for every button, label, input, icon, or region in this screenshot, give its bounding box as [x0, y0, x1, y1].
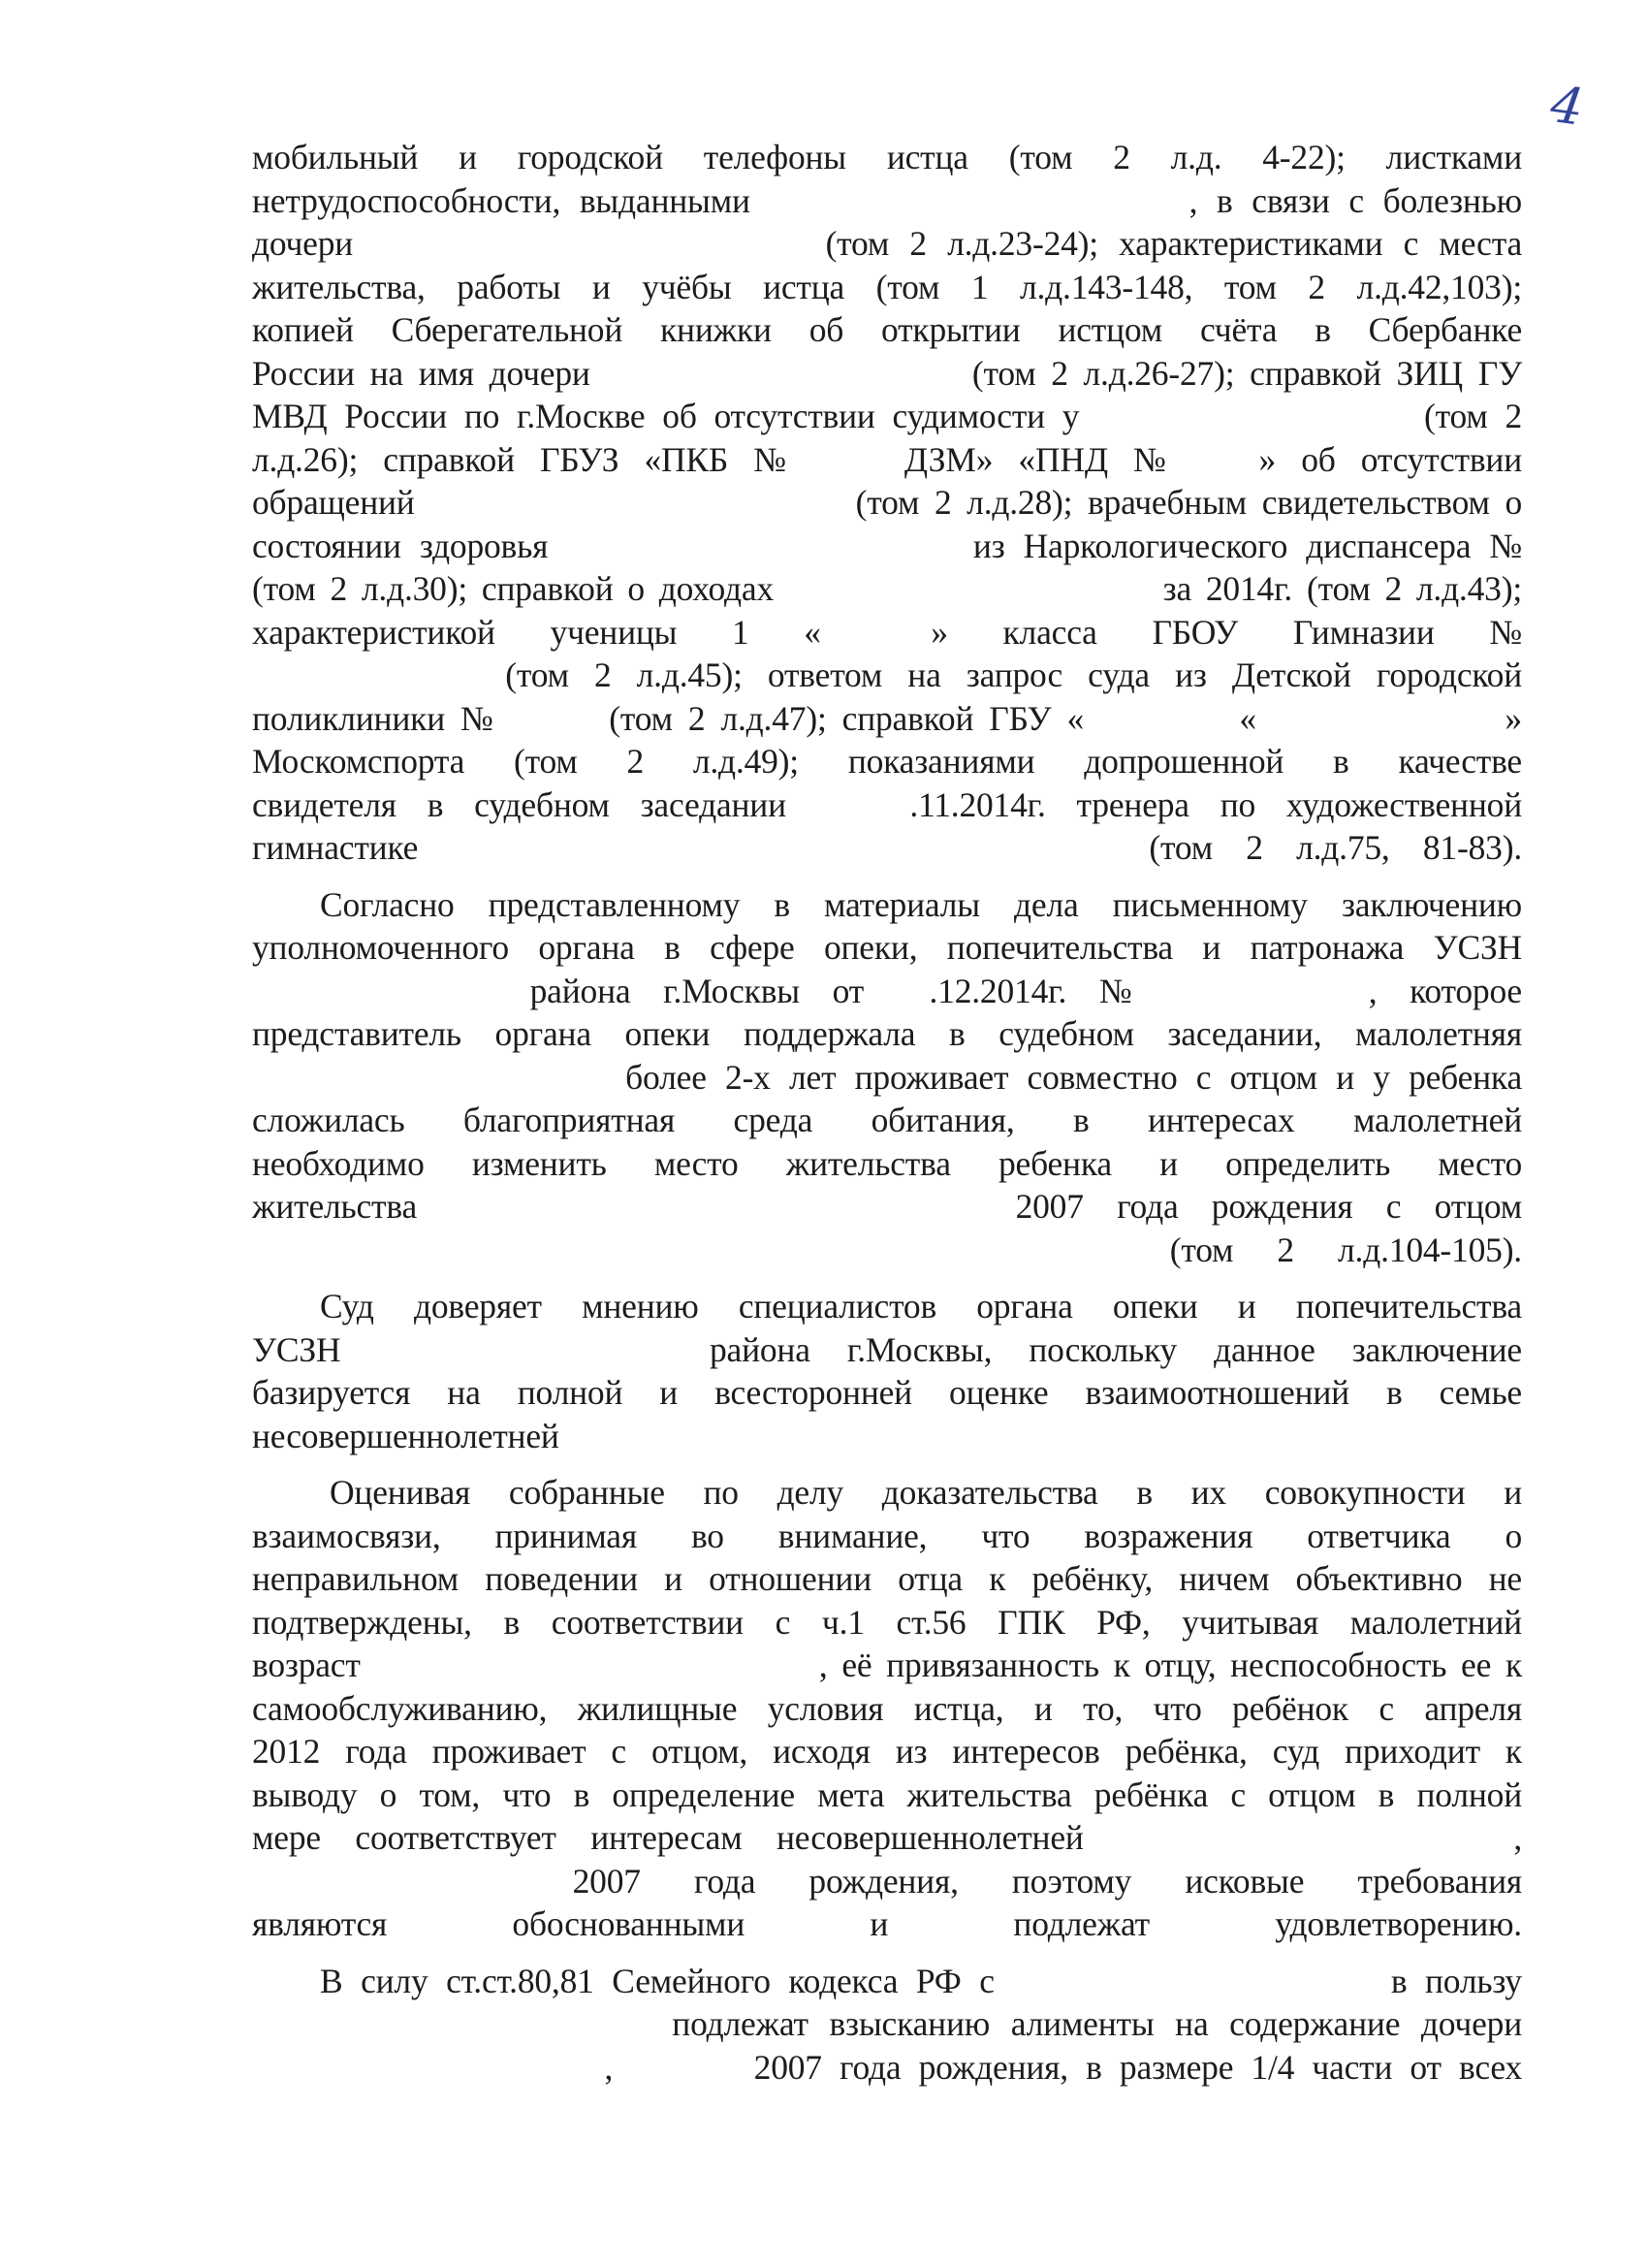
text-line: мере соответствует интересам несовершеннолетней , [252, 1818, 1522, 1857]
text-line: возраст , её привязанность к отцу, неспособность ее к [252, 1645, 1522, 1684]
text-line: Суд доверяет мнению специалистов органа опеки и попечительства [320, 1287, 1522, 1326]
text-line: обращений (том 2 л.д.28); врачебным свидетельством о [252, 483, 1522, 522]
text-line: сложилась благоприятная среда обитания, в интересах малолетней [252, 1101, 1522, 1139]
text-line: , 2007 года рождения, в размере 1/4 части от всех [252, 2047, 1522, 2087]
text-line: России на имя дочери (том 2 л.д.26-27); справкой ЗИЦ ГУ [252, 353, 1522, 393]
text-line: необходимо изменить место жительства ребенка и определить место [252, 1143, 1522, 1183]
text-line: района г.Москвы от .12.2014г. № , которое [252, 971, 1522, 1010]
text-line: являются обоснованными и подлежат удовлетворению. [252, 1904, 1522, 1943]
text-line: состоянии здоровья из Наркологического диспансера № [252, 526, 1522, 565]
text-line: (том 2 л.д.45); ответом на запрос суда из Детской городской [252, 655, 1522, 694]
text-line: взаимосвязи, принимая во внимание, что возражения ответчика о [252, 1516, 1522, 1555]
text-line: базируется на полной и всесторонней оценке взаимоотношений в семье [252, 1373, 1522, 1412]
text-line: (том 2 л.д.30); справкой о доходах за 2014г. (том 2 л.д.43); [252, 569, 1522, 608]
text-line: самообслуживанию, жилищные условия истца, и то, что ребёнок с апреля [252, 1688, 1522, 1728]
paragraph-evaluation [252, 1471, 1522, 1946]
text-line: (том 2 л.д.104-105). [252, 1230, 1522, 1269]
text-line: свидетеля в судебном заседании .11.2014г. тренера по художественной [252, 784, 1522, 824]
paragraph-evidence-list [252, 136, 1522, 870]
text-line: несовершеннолетней [252, 1416, 559, 1455]
text-line: подлежат взысканию алименты на содержание дочери [252, 2004, 1522, 2043]
text-line: 2012 года проживает с отцом, исходя из интересов ребёнка, суд приходит к [252, 1732, 1522, 1771]
text-line: подтверждены, в соответствии с ч.1 ст.56 ГПК РФ, учитывая малолетний [252, 1602, 1522, 1642]
text-line: дочери (том 2 л.д.23-24); характеристиками с места [252, 224, 1522, 263]
paragraph-guardianship-opinion [252, 883, 1522, 1272]
paragraph-alimony [252, 1960, 1522, 2090]
text-line: нетрудоспособности, выданными , в связи с болезнью [252, 180, 1522, 220]
text-line: УСЗН района г.Москвы, поскольку данное заключение [252, 1329, 1522, 1369]
text-line: 2007 года рождения, поэтому исковые требования [252, 1861, 1522, 1901]
text-line: характеристикой ученицы 1 « » класса ГБОУ Гимназии № [252, 612, 1522, 652]
text-line: более 2-х лет проживает совместно с отцом и у ребенка [252, 1057, 1522, 1097]
text-line: Москомспорта (том 2 л.д.49); показаниями допрошенной в качестве [252, 742, 1522, 781]
text-line: жительства, работы и учёбы истца (том 1 л.д.143-148, том 2 л.д.42,103); [252, 267, 1522, 306]
text-line: МВД России по г.Москве об отсутствии судимости у (том 2 [252, 397, 1522, 435]
text-line: гимнастике (том 2 л.д.75, 81-83). [252, 828, 1522, 867]
text-line: жительства 2007 года рождения с отцом [252, 1187, 1522, 1226]
text-line: уполномоченного органа в сфере опеки, попечительства и патронажа УСЗН [252, 928, 1522, 967]
text-line: неправильном поведении и отношении отца к ребёнку, ничем объективно не [252, 1559, 1522, 1598]
text-line: Оценивая собранные по делу доказательства в их совокупности и [330, 1473, 1522, 1512]
text-line: поликлиники № (том 2 л.д.47); справкой ГБУ « « » [252, 698, 1522, 738]
paragraph-court-trust [252, 1285, 1522, 1457]
text-line: л.д.26); справкой ГБУЗ «ПКБ № ДЗМ» «ПНД № » об отсутствии [252, 439, 1522, 479]
text-line: мобильный и городской телефоны истца (том 2 л.д. 4-22); листками [252, 138, 1522, 176]
text-line: Согласно представленному в материалы дела письменному заключению [320, 884, 1522, 924]
document-body [252, 136, 1522, 2089]
text-line: представитель органа опеки поддержала в судебном заседании, малолетняя [252, 1014, 1522, 1053]
text-line: выводу о том, что в определение мета жительства ребёнка с отцом в полной [252, 1774, 1522, 1814]
handwritten-page-number: 4 [1546, 75, 1588, 139]
text-line: В силу ст.ст.80,81 Семейного кодекса РФ с в пользу [320, 1961, 1522, 2000]
text-line: копией Сберегательной книжки об открытии истцом счёта в Сбербанке [252, 310, 1522, 349]
